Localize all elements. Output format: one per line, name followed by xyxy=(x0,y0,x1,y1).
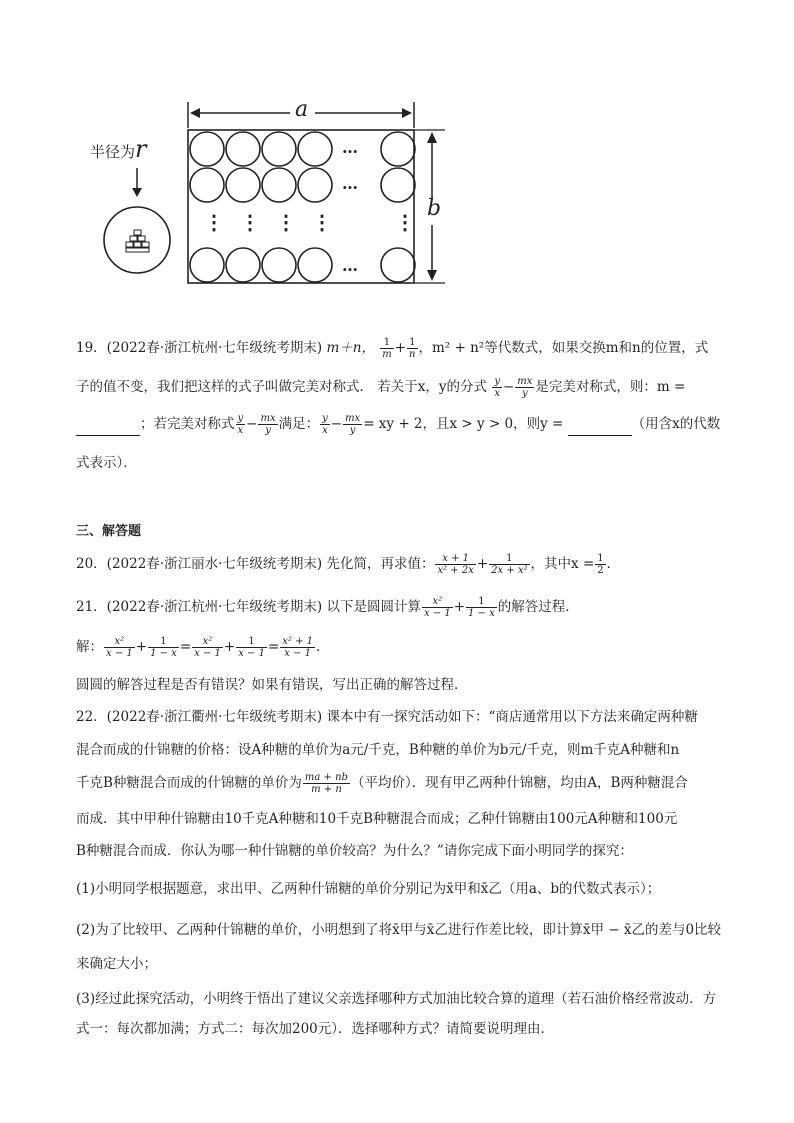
arrow-head xyxy=(132,188,142,197)
answer-blank-y[interactable] xyxy=(568,421,632,436)
q21-solution: 解： $\frac{\text{x²}}{x - 1}$ + $\frac{1}{1 - x}$ = $\frac{\text{x²}}{x - 1}$ + $\frac{1}{x - 1}$ = $\frac{\text{x² + 1}}{x - 1}$ ． xyxy=(76,636,330,659)
grid-circle xyxy=(226,168,260,202)
vdots-5: ⋮ xyxy=(395,210,415,234)
circle-grid xyxy=(190,132,415,282)
figure-svg xyxy=(0,0,794,300)
q21-text2: 的解答过程． xyxy=(497,599,579,615)
q21-line1: 21．(2022春·浙江杭州·七年级统考期末) 以下是圆圆计算 $\frac{\text{x²}}{x - 1}$ + $\frac{1}{1 - x}$ 的解答过程． xyxy=(76,596,579,619)
radius-text: 半径为 xyxy=(90,143,136,161)
frac-weighted-price: $\frac{ma + nb}{m + n}$ xyxy=(304,772,348,795)
q19-line4: 式表示）． xyxy=(76,455,137,471)
q19-expr1: m＋n， xyxy=(326,340,375,356)
q19-text4: ；若完美对称式 xyxy=(140,416,235,432)
q22-part2b: 来确定大小； xyxy=(76,956,157,972)
q19-text2: 子的值不变，我们把这样的式子叫做完美对称式． 若关于x，y的分式 xyxy=(76,379,488,395)
q22-line1: 22．(2022春·浙江衢州·七年级统考期末) 课本中有一探究活动如下：“商店通常用以下方法来确定两种糖 xyxy=(76,709,698,725)
frac-1-over-m: $\frac{1}{m}$ xyxy=(382,337,392,360)
q19-text1: ，m² + n²等代数式，如果交换m和n的位置，式 xyxy=(418,340,709,356)
q19-text3: 是完美对称式，则：m = xyxy=(535,379,686,395)
q22-line5: B种糖混合而成．你认为哪一种什锦糖的单价较高？为什么？”请你完成下面小明同学的探究： xyxy=(76,843,633,859)
grid-circle xyxy=(190,248,224,282)
dots-row3: … xyxy=(342,256,358,275)
frac-mx-over-y: $\frac{mx}{y}$ xyxy=(517,376,533,399)
frac-y-over-x: $\frac{y}{x}$ xyxy=(494,376,500,399)
frac-1-over-n: $\frac{1}{n}$ xyxy=(409,337,416,360)
dots-row2: … xyxy=(342,174,358,193)
q19-source: 19．(2022春·浙江杭州·七年级统考期末) xyxy=(76,340,323,356)
q20-line: 20．(2022春·浙江丽水·七年级统考期末) 先化简，再求值： $\frac{x + 1}{\text{x² + 2x}}$ + $\frac{1}{\text{2x + x²}}$ ，其中x = $\frac{1}{2}$ ． xyxy=(76,553,621,576)
dots-row1: … xyxy=(342,138,358,157)
grid-circle xyxy=(262,248,296,282)
q20-text2: ，其中x = xyxy=(530,556,595,572)
q22-part2a: (2)为了比较甲、乙两种什锦糖的单价，小明想到了将x̄甲与x̄乙进行作差比较，即计算x̄甲 − x̄乙的差与0比较 xyxy=(76,922,722,938)
section-title: 三、解答题 xyxy=(76,524,142,539)
grid-circle xyxy=(226,248,260,282)
q19-text5: 满足： xyxy=(278,416,320,432)
grid-circle xyxy=(190,168,224,202)
grid-circle xyxy=(190,132,224,166)
q19-line3: ；若完美对称式 $\frac{y}{x}$ − $\frac{mx}{y}$ 满足： $\frac{y}{x}$ − $\frac{mx}{y}$ = xy + 2，且x > y > 0，则y = （用含x的代数 xyxy=(76,413,720,436)
height-label: b xyxy=(427,196,442,221)
block-stack-icon xyxy=(126,230,149,252)
grid-circle xyxy=(381,168,415,202)
radius-var: r xyxy=(135,135,147,163)
q20-text: 20．(2022春·浙江丽水·七年级统考期末) 先化简，再求值： xyxy=(76,556,435,572)
vdots-4: ⋮ xyxy=(312,210,332,234)
q22-text3b: （平均价）．现有甲乙两种什锦糖，均由A，B两种糖混合 xyxy=(350,775,688,791)
grid-circle xyxy=(262,168,296,202)
q22-line2: 混合而成的什锦糖的价格：设A种糖的单价为a元/千克，B种糖的单价为b元/千克，则m千克A种糖和n xyxy=(76,742,680,758)
width-label: a xyxy=(295,97,309,122)
figure xyxy=(0,0,794,300)
q19-text7: （用含x的代数 xyxy=(631,416,721,432)
grid-circle xyxy=(298,168,332,202)
grid-circle xyxy=(262,132,296,166)
q21-text: 21．(2022春·浙江杭州·七年级统考期末) 以下是圆圆计算 xyxy=(76,599,421,615)
q22-line4: 而成．其中甲种什锦糖由10千克A种糖和10千克B种糖混合而成；乙种什锦糖由100元A种糖和100元 xyxy=(76,811,678,827)
grid-circle xyxy=(298,132,332,166)
vdots-1: ⋮ xyxy=(204,210,224,234)
q19-line1: 19．(2022春·浙江杭州·七年级统考期末) m＋n， $\frac{1}{m}$ + $\frac{1}{n}$ ，m² + n²等代数式，如果交换m和n的位置，式 xyxy=(76,337,709,360)
tray-rectangle xyxy=(188,130,414,283)
solution-label: 解： xyxy=(76,639,103,655)
q19-line2: 子的值不变，我们把这样的式子叫做完美对称式． 若关于x，y的分式 $\frac{y}{x}$ − $\frac{mx}{y}$ 是完美对称式，则：m = xyxy=(76,376,686,399)
q22-part3a: (3)经过此探究活动，小明终于悟出了建议父亲选择哪种方式加油比较合算的道理（若石油价格经常波动．方 xyxy=(76,991,717,1007)
q19-text6: = xy + 2，且x > y > 0，则y = xyxy=(363,416,564,432)
q22-line3 xyxy=(76,772,688,795)
q22-part3b: 式一：每次都加满；方式二：每次加200元）．选择哪种方式？请简要说明理由． xyxy=(76,1021,555,1037)
answer-blank-m[interactable] xyxy=(76,421,140,436)
grid-circle xyxy=(298,248,332,282)
vdots-2: ⋮ xyxy=(240,210,260,234)
grid-circle xyxy=(381,248,415,282)
q22-part1: (1)小明同学根据题意，求出甲、乙两种什锦糖的单价分别记为x̄甲和x̄乙（用a、b的代数式表示）； xyxy=(76,881,661,897)
grid-circle xyxy=(226,132,260,166)
vdots-3: ⋮ xyxy=(276,210,296,234)
q22-text3a: 千克B种糖混合而成的什锦糖的单价为 xyxy=(76,775,302,791)
grid-circle xyxy=(381,132,415,166)
q21-line3: 圆圆的解答过程是否有错误？如果有错误，写出正确的解答过程． xyxy=(76,677,468,693)
